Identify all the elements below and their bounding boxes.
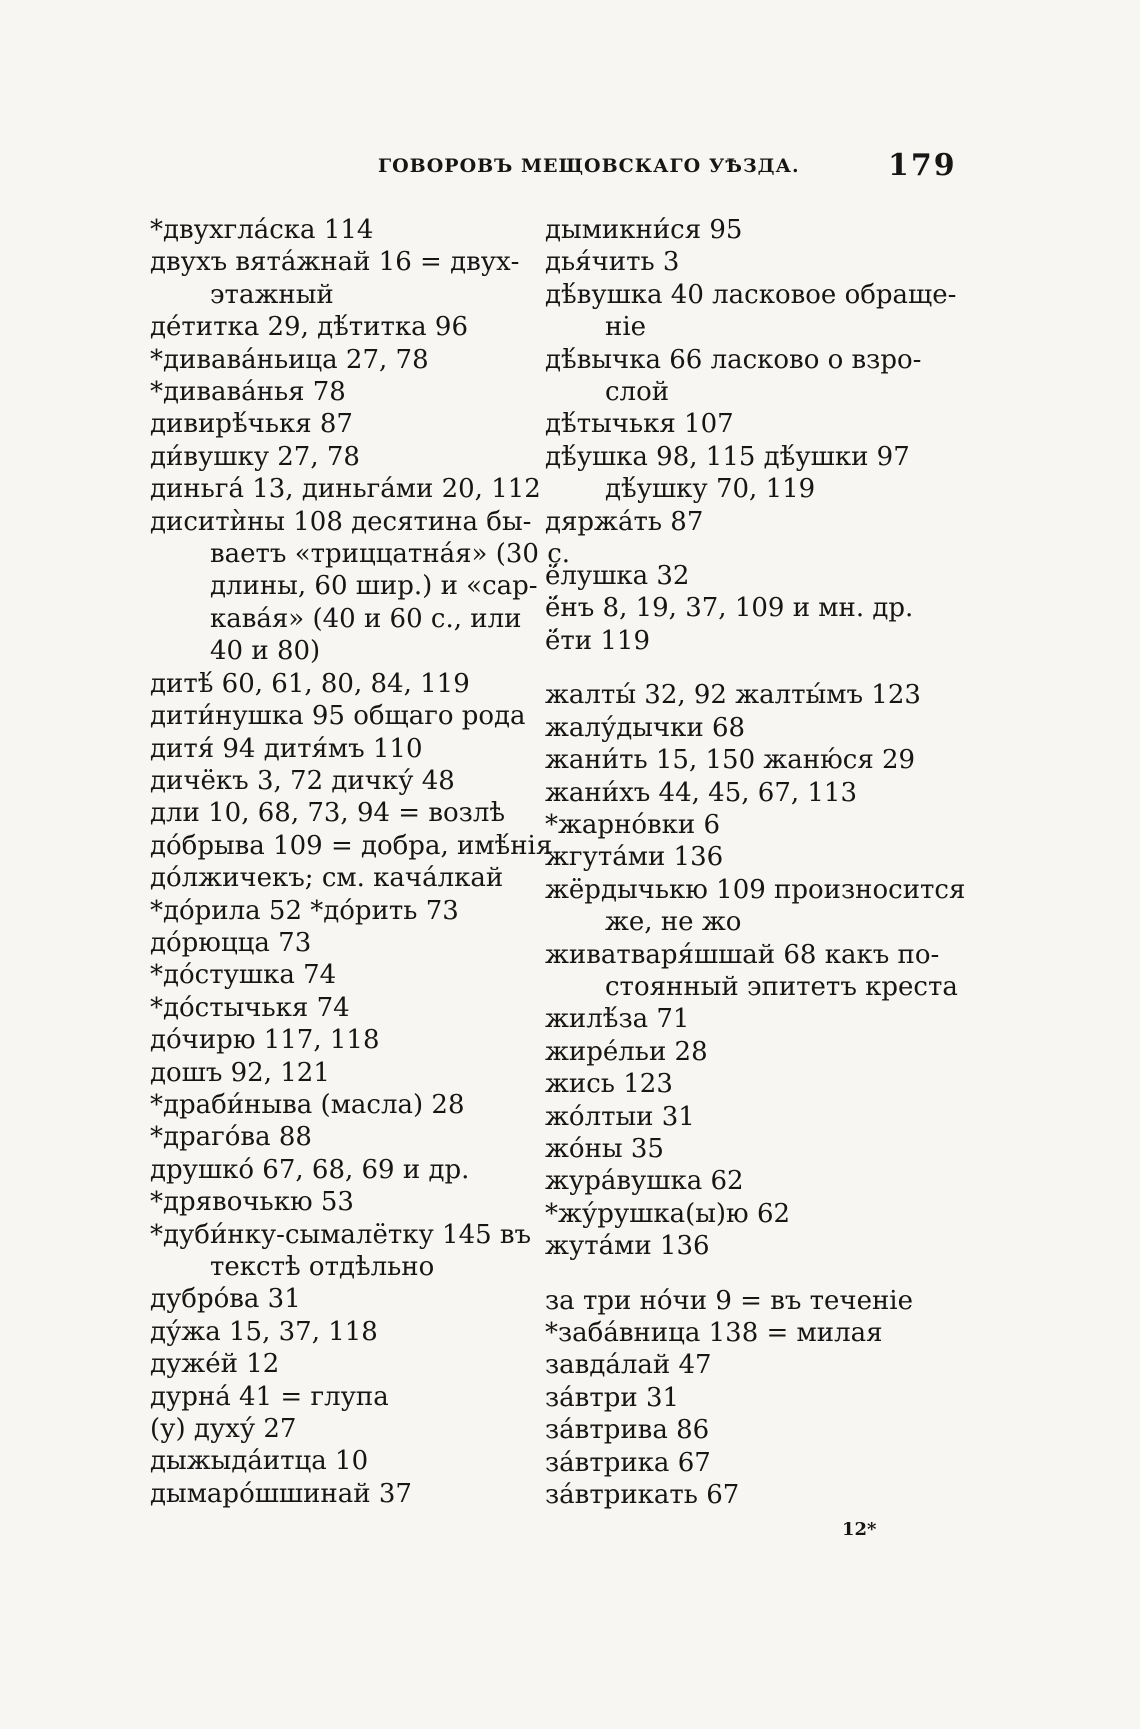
index-entry: ё́нъ 8, 19, 37, 109 и мн. др. [545,593,914,624]
index-entry: ё́лушка 32 [545,561,690,592]
index-entry-continuation: слой [605,377,670,408]
index-entry: до́лжичекъ; см. кача́лкай [150,863,504,894]
index-entry: до́чирю 117, 118 [150,1025,380,1056]
index-entry-continuation: стоянный эпитетъ креста [605,971,958,1002]
index-entry-continuation: ніе [605,312,647,343]
index-entry: (у) духу́ 27 [150,1414,297,1445]
index-entry: живатваря́шшай 68 какъ по- [545,939,940,970]
index-entry: дѣ́тычькя 107 [545,409,734,440]
index-entry: жёрдычькю 109 произносится [545,874,966,905]
index-entry: *до́рила 52 *до́рить 73 [150,895,459,926]
index-entry: жалты́ 32, 92 жалты́мъ 123 [545,680,921,711]
index-entry-continuation: кава́я» (40 и 60 с., или [210,603,522,634]
index-entry-continuation: ваетъ «триццатна́я» (30 с. [210,539,571,570]
index-entry: дитѣ́ 60, 61, 80, 84, 119 [150,668,470,699]
index-entry: *драби́нывa (масла) 28 [150,1089,465,1120]
index-entry: *двухгла́ска 114 [150,215,374,245]
index-entry: ду́жа 15, 37, 118 [150,1316,378,1347]
index-entry: дурна́ 41 = глупа [150,1381,389,1412]
index-entry: дошъ 92, 121 [150,1057,330,1088]
index-entry: жилѣ́за 71 [545,1004,690,1035]
index-entry: дѣ́вычка 66 ласково о взро- [545,344,922,375]
index-entry: друшко́ 67, 68, 69 и др. [150,1154,470,1185]
index-entry: *до́стушка 74 [150,960,337,991]
index-entry: *дивава́нья 78 [150,377,346,408]
index-entry: жута́ми 136 [545,1231,710,1262]
index-entry: де́титка 29, дѣ́титка 96 [150,312,469,343]
running-title: ГОВОРОВЪ МЕЩОВСКАГО УѢЗДА. [378,155,800,177]
index-entry-continuation: длины, 60 шир.) и «сар- [210,571,538,602]
index-entry: ди́вушку 27, 78 [150,441,360,472]
index-entry: жо́лтыи 31 [545,1101,695,1132]
index-entry: *дуби́нку-сымалётку 145 въ [150,1219,532,1250]
index-entry: за́втри 31 [545,1382,680,1413]
index-entry: дивирѣ́чькя 87 [150,409,353,440]
index-entry: ё́ти 119 [545,625,650,656]
index-entry-continuation: дѣ́ушку 70, 119 [605,474,816,505]
index-entry: за́втрива 86 [545,1415,710,1446]
index-entry-continuation: 40 и 80) [210,636,321,667]
index-entry: диситѝны 108 десятина бы- [150,506,532,537]
index-entry: до́брыва 109 = добра, имѣ́нія [150,830,553,861]
left-index-column [150,214,571,1510]
index-entry: двухъ вята́жнай 16 = двух- [150,247,520,278]
index-entry: *до́стычькя 74 [150,992,350,1023]
index-entry: за́втрика 67 [545,1447,711,1478]
index-entry: дити́нушка 95 общаго рода [150,701,526,732]
index-entry: дымикни́ся 95 [545,215,743,245]
index-entry: жгута́ми 136 [545,842,724,873]
index-entry: жура́вушка 62 [545,1166,744,1197]
index-entry: *заба́вница 138 = милая [545,1318,883,1348]
index-entry: диньга́ 13, диньга́ми 20, 112 [150,474,541,505]
index-entry: жись 123 [545,1069,673,1100]
index-entry: *дивава́ньица 27, 78 [150,344,429,375]
index-entry: завда́лай 47 [545,1350,712,1381]
right-index-column [545,214,966,1511]
index-entry: дичёкъ 3, 72 дичку́ 48 [150,765,455,796]
index-entry: дѣ́ушка 98, 115 дѣ́ушки 97 [545,441,910,472]
index-entry: дитя́ 94 дитя́мъ 110 [150,733,423,764]
signature-mark: 12* [842,1519,877,1540]
index-entry: *жу́рушка(ы)ю 62 [545,1198,791,1229]
index-entry: жо́ны 35 [545,1133,664,1164]
index-entry: дли 10, 68, 73, 94 = возлѣ [150,798,506,829]
index-entry: жире́льи 28 [545,1036,708,1067]
index-entry: *жарно́вки 6 [545,809,721,840]
index-entry-continuation: текстѣ отдѣльно [210,1252,435,1282]
index-entry: жалу́дычки 68 [545,712,746,743]
index-entry: за́втрикать 67 [545,1480,740,1511]
index-entry: дуже́й 12 [150,1349,280,1380]
index-entry: жани́хъ 44, 45, 67, 113 [545,777,858,808]
column-gap [545,657,950,679]
index-entry: до́рюцца 73 [150,927,312,958]
index-entry: дья́чить 3 [545,247,680,278]
index-entry: *драго́ва 88 [150,1122,312,1153]
index-entry-continuation: этажный [210,279,334,310]
index-entry-continuation: же, не жо [605,907,742,938]
column-gap [545,538,950,560]
page-number: 179 [888,148,957,183]
index-entry: за три но́чи 9 = въ теченіе [545,1285,914,1316]
index-entry: дыжыда́итца 10 [150,1446,369,1477]
index-entry: дубро́ва 31 [150,1284,301,1315]
index-entry: жани́ть 15, 150 жаню́ся 29 [545,745,916,776]
index-entry: *дрявочькю 53 [150,1187,354,1218]
index-entry: дѣ́вушка 40 ласковое обраще- [545,279,957,310]
index-entry: дымаро́шшинай 37 [150,1478,412,1509]
index-entry: дяржа́ть 87 [545,506,704,537]
column-gap [545,1263,950,1285]
